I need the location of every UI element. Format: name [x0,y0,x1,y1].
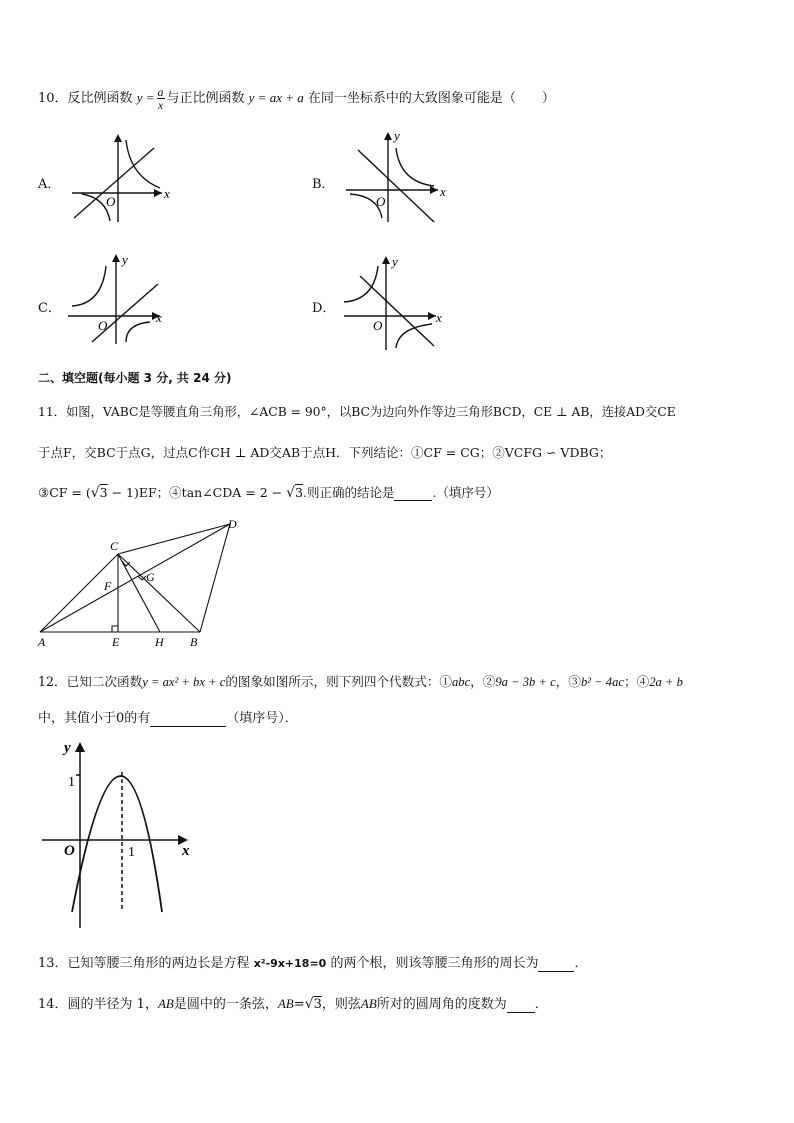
q12-y-label: y [64,740,71,756]
option-c-origin: O [98,318,108,333]
point-e-label: E [112,635,120,649]
option-c-y-label: y [122,252,128,267]
option-c-label[interactable]: C． [38,301,61,316]
option-c-x-label: x [156,310,162,325]
option-d-origin: O [373,318,383,333]
option-d-x-label: x [436,310,442,325]
option-b-graph[interactable] [342,126,452,224]
q10-stem: 10．反比例函数 y = $\frac{a}{x}$ 与正比例函数 y = ax + a 在同一坐标系中的大致图象可能是（ ） [38,85,555,112]
q12-tick-x: 1 [128,845,135,860]
q12-graph [38,734,198,930]
point-d-label: D [228,517,237,531]
q12-line1: 12．已知二次函数y = ax² + bx + c的图象如图所示，则下列四个代数式：①abc，②9a − 3b + c，③b² − 4ac；④2a + b [38,674,683,689]
option-c-graph[interactable] [64,250,178,346]
q12-tick-y: 1 [68,775,75,790]
option-a-label[interactable]: A． [38,177,61,192]
option-a-origin: O [106,194,116,209]
option-b-origin: O [376,194,386,209]
point-f-label: F [104,579,112,593]
q12-answer-blank[interactable] [150,711,226,727]
q11-line1: 11．如图，VABC是等腰直角三角形，∠ACB = 90°，以BC为边向外作等边三角形BCD，CE ⊥ AB，连接AD交CE [38,405,676,419]
q11-line2: 于点F，交BC于点G，过点C作CH ⊥ AD交AB于点H．下列结论：①CF = CG；②VCFG ∽ VDBG； [38,445,612,460]
option-d-graph[interactable] [340,252,450,352]
q14-answer-blank[interactable] [507,997,535,1013]
option-a-graph[interactable] [68,128,178,224]
option-b-y-label: y [394,128,400,143]
q11-answer-blank[interactable] [394,485,432,501]
option-b-x-label: x [440,184,446,199]
option-d-label[interactable]: D． [312,301,336,316]
point-g-label: G [146,570,155,584]
point-h-label: H [155,635,164,649]
q12-x-label: x [182,843,190,859]
q13-line: 13．已知等腰三角形的两边长是方程 x²-9x+18=0 的两个根，则该等腰三角形的周长为 ． [38,956,588,971]
point-b-label: B [190,635,198,649]
option-a-x-label: x [164,186,170,201]
option-d-y-label: y [392,254,398,269]
point-c-label: C [110,539,119,553]
q11-line3: ③CF = (√3 − 1)EF；④tan∠CDA = 2 − √3.则正确的结论是 .（填序号） [38,485,499,501]
q13-answer-blank[interactable] [538,956,574,972]
option-b-label[interactable]: B． [312,177,335,192]
section-title: 二、填空题(每小题 3 分, 共 24 分) [38,371,232,385]
q11-figure [34,514,244,652]
q12-line2: 中，其值小于0的有 （填序号）． [38,711,298,726]
point-a-label: A [38,635,46,649]
q14-line: 14．圆的半径为 1，AB是圆中的一条弦，AB=√3，则弦AB所对的圆周角的度数为 ． [38,996,548,1012]
q12-origin: O [64,843,75,859]
